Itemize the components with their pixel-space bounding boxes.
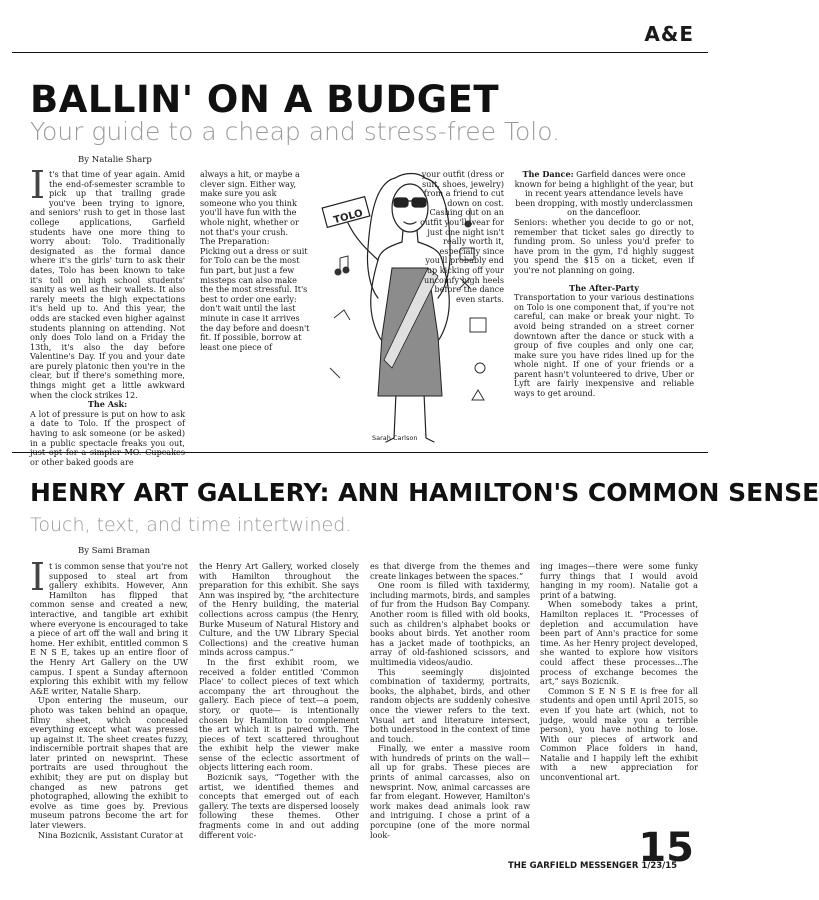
article1-byline: By Natalie Sharp	[78, 155, 152, 165]
article1-para	[30, 163, 185, 400]
article2-para: Nina Bozicnik, Assistant Curator at	[38, 829, 184, 840]
dance-text2: Seniors: whether you decide to go or not, remember that ticket sales go directly to funding prom. So unless you'd prefer to have prom in the gym, I'd highly suggest you spend the $15 on a ticket, even if you're not planning on going.	[514, 216, 694, 275]
dropcap: I	[30, 163, 46, 207]
article2-col3	[370, 562, 530, 842]
article2-col4	[540, 561, 698, 783]
col2-text: always a hit, or maybe a clever sign. Either way, make sure you ask someone who you think you'll have fun with the whole night, whether or not that's your crush.	[200, 169, 300, 237]
article2-para: When somebody takes a print, Hamilton replaces it. “Processes of depletion and accumulation have been part of Ann's practice for some time. As her Henry project developed, she wanted to explore how visitors could affect these processes...The process of exchange becomes the art,” says Bozicnik.	[540, 599, 698, 687]
article1-col4	[514, 170, 694, 442]
col3-text: your outfit (dress or suit, shoes, jewelry) from a friend to cut down on cost. Cashing out on an outfit you'll wear for just one night isn't really worth it, especially since you'll probably end up kicking off your uncomfy high heels before the dance even starts.	[420, 169, 504, 304]
article1-col1-text: t's that time of year again. Amid the end-of-semester scramble to pick up that trailing grade you've been trying to ignore, and seniors' rush to get in those last college applications, Garfield students have one more thing to worry about: Tolo. Traditionally designated as the formal dance where it's the girls' turn to ask their dates, Tolo has been known to take it's toll on high school students' sanity as well as their wallets. It also rarely meets the high expectations it's held up to. And this year, the odds are stacked even higher against students planning on attending. Not only does Tolo land on a Friday the 13th, it's also the day before Valentine's Day. If you and your date are purely platonic then you're in the clear, but if there's something more, things might get a little awkward when the clock strikes 12.	[30, 169, 185, 400]
top-rule	[12, 52, 708, 53]
article1-col2	[200, 170, 312, 442]
tolo-sign-text: TOLO	[332, 207, 365, 227]
prep-heading: The Preparation:	[200, 236, 270, 247]
article2-headline: HENRY ART GALLERY: ANN HAMILTON'S COMMON SENSE	[30, 478, 819, 507]
dance-heading: The Dance:	[522, 169, 574, 179]
article2-para: Bozicnik says, “Together with the artist, we identified themes and concepts that emerged out of each gallery. The texts are dispersed loosely following these themes. Other fragments come in and out adding different voic-	[199, 772, 360, 840]
after-text: Transportation to your various destinations on Tolo is one component that, if you're not careful, can make or break your night. To avoid being stranded on a street corner downtown after the dance or stuck with a group of five couples and only one car, make sure you have rides lined up for the whole night. If one of your friends or a parent hasn't volunteered to drive, Uber or Lyft are fairly inexpensive and reliable ways to get around.	[514, 292, 694, 399]
article2-para: Common S E N S E is free for all students and open until April 2015, so even if you hate art (which, not to judge, would make you a terrible person), you have nothing to lose. With our pieces of artwork and Common Place folders in hand, Natalie and I happily left the exhibit with a new appreciation for unconventional art.	[540, 685, 698, 783]
article2-col2	[199, 562, 359, 842]
article1-subhead: Your guide to a cheap and stress-free Tolo.	[30, 117, 561, 146]
ask-text: A lot of pressure is put on how to ask a date to Tolo. If the prospect of having to ask someone (or be asked) in a public spectacle freaks you out, just opt for a simpler MO. Cupcakes or other baked goods are	[30, 408, 185, 467]
article2-para: es that diverge from the themes and create linkages between the spaces.”	[370, 561, 530, 581]
section-tag: A&E	[644, 22, 694, 46]
article2-para: In the first exhibit room, we received a folder entitled 'Common Place' to collect pieces of text which accompany the art throughout the gallery. Each piece of text—a poem, story, or quote— is intentionally chosen by Hamilton to complement the art which it is paired with. The pieces of text scattered throughout the exhibit help the viewer make sense of the eclectic assortment of objects littering each room.	[199, 656, 359, 773]
dropcap: I	[30, 555, 46, 599]
dance-para	[514, 170, 694, 218]
article2-para: Upon entering the museum, our photo was taken behind an opaque, filmy sheet, which concealed everything except what was pressed up against it. The sheet creates fuzzy, indiscernible portrait shapes that are later printed on newsprint. These portraits are used throughout the exhibit; they are put on display but changed as new patrons get photographed, allowing the exhibit to evolve as time goes by. Previous museum patrons become the art for later viewers.	[30, 695, 188, 831]
dance-text: Garfield dances were once known for being a highlight of the year, but in recent years attendance levels have been dropping, with mostly underclassmen on the dancefloor.	[514, 169, 694, 218]
article2-para: ing images—there were some funky furry things that I would avoid hanging in my room). Natalie got a print of a batwing.	[540, 561, 698, 600]
after-heading: The After-Party	[569, 282, 639, 293]
article2-para: This seemingly disjointed combination of taxidermy, portraits, books, the alphabet, birds, and other random objects are suddenly cohesive once the viewer refers to the text. Visual art and literature intersect, both understood in the context of time and touch.	[370, 666, 530, 744]
article2-para: Finally, we enter a massive room with hundreds of prints on the wall—all up for grabs. These pieces are prints of animal carcasses, also on newsprint. Now, animal carcasses are far from elegant. However, Hamilton's work makes dead animals look raw and intriguing. I chose a print of a porcupine (one of the more normal look-	[370, 743, 530, 840]
article2-col1	[30, 555, 188, 842]
article2-col1-text: t is common sense that you're not supposed to steal art from gallery exhibits. However, Ann Hamilton has flipped that common sense and created a new, interactive, and tangible art exhibit where everyone is encouraged to take a piece of art off the wall and bring it home. Her exhibit, entitled common S E N S E, takes up an entire floor of the Henry Art Gallery on the UW campus. I spent a Sunday afternoon exploring this exhibit with my fellow A&E writer, Natalie Sharp.	[30, 561, 188, 696]
article1-col3	[420, 170, 504, 442]
article2-para: One room is filled with taxidermy, including marmots, birds, and samples of fur from the Hudson Bay Company. Another room is filled with old books, such as children's alphabet books or books about birds. Yet another room has a jacket made of toothpicks, an array of old-fashioned scissors, and multimedia videos/audio.	[370, 580, 530, 667]
ask-heading: The Ask:	[87, 399, 128, 410]
illustration-caption: Sarah Carlson	[372, 434, 418, 442]
prep-text: Picking out a dress or suit for Tolo can be the most fun part, but just a few missteps can also make the the most stressful. It's best to order one early: don't wait until the last minute in case it arrives the day before and doesn't fit. If possible, borrow at least one piece of	[200, 245, 310, 352]
article2-byline: By Sami Braman	[78, 546, 151, 556]
article2-para	[30, 555, 188, 696]
article1-col1	[30, 163, 185, 467]
article2-para: the Henry Art Gallery, worked closely with Hamilton throughout the preparation for this exhibit. She says Ann was inspired by, “the architecture of the Henry building, the material collections across campus (the Henry, Burke Museum of Natural History and Culture, and the UW Library Special Collections) and the creative human minds across campus.”	[199, 561, 359, 658]
article1-headline: BALLIN' ON A BUDGET	[30, 78, 500, 121]
footer-publication: THE GARFIELD MESSENGER 1/23/15	[508, 861, 678, 871]
mid-rule	[12, 452, 708, 453]
article2-subhead: Touch, text, and time intertwined.	[30, 514, 352, 536]
page-number: 15	[638, 825, 694, 871]
